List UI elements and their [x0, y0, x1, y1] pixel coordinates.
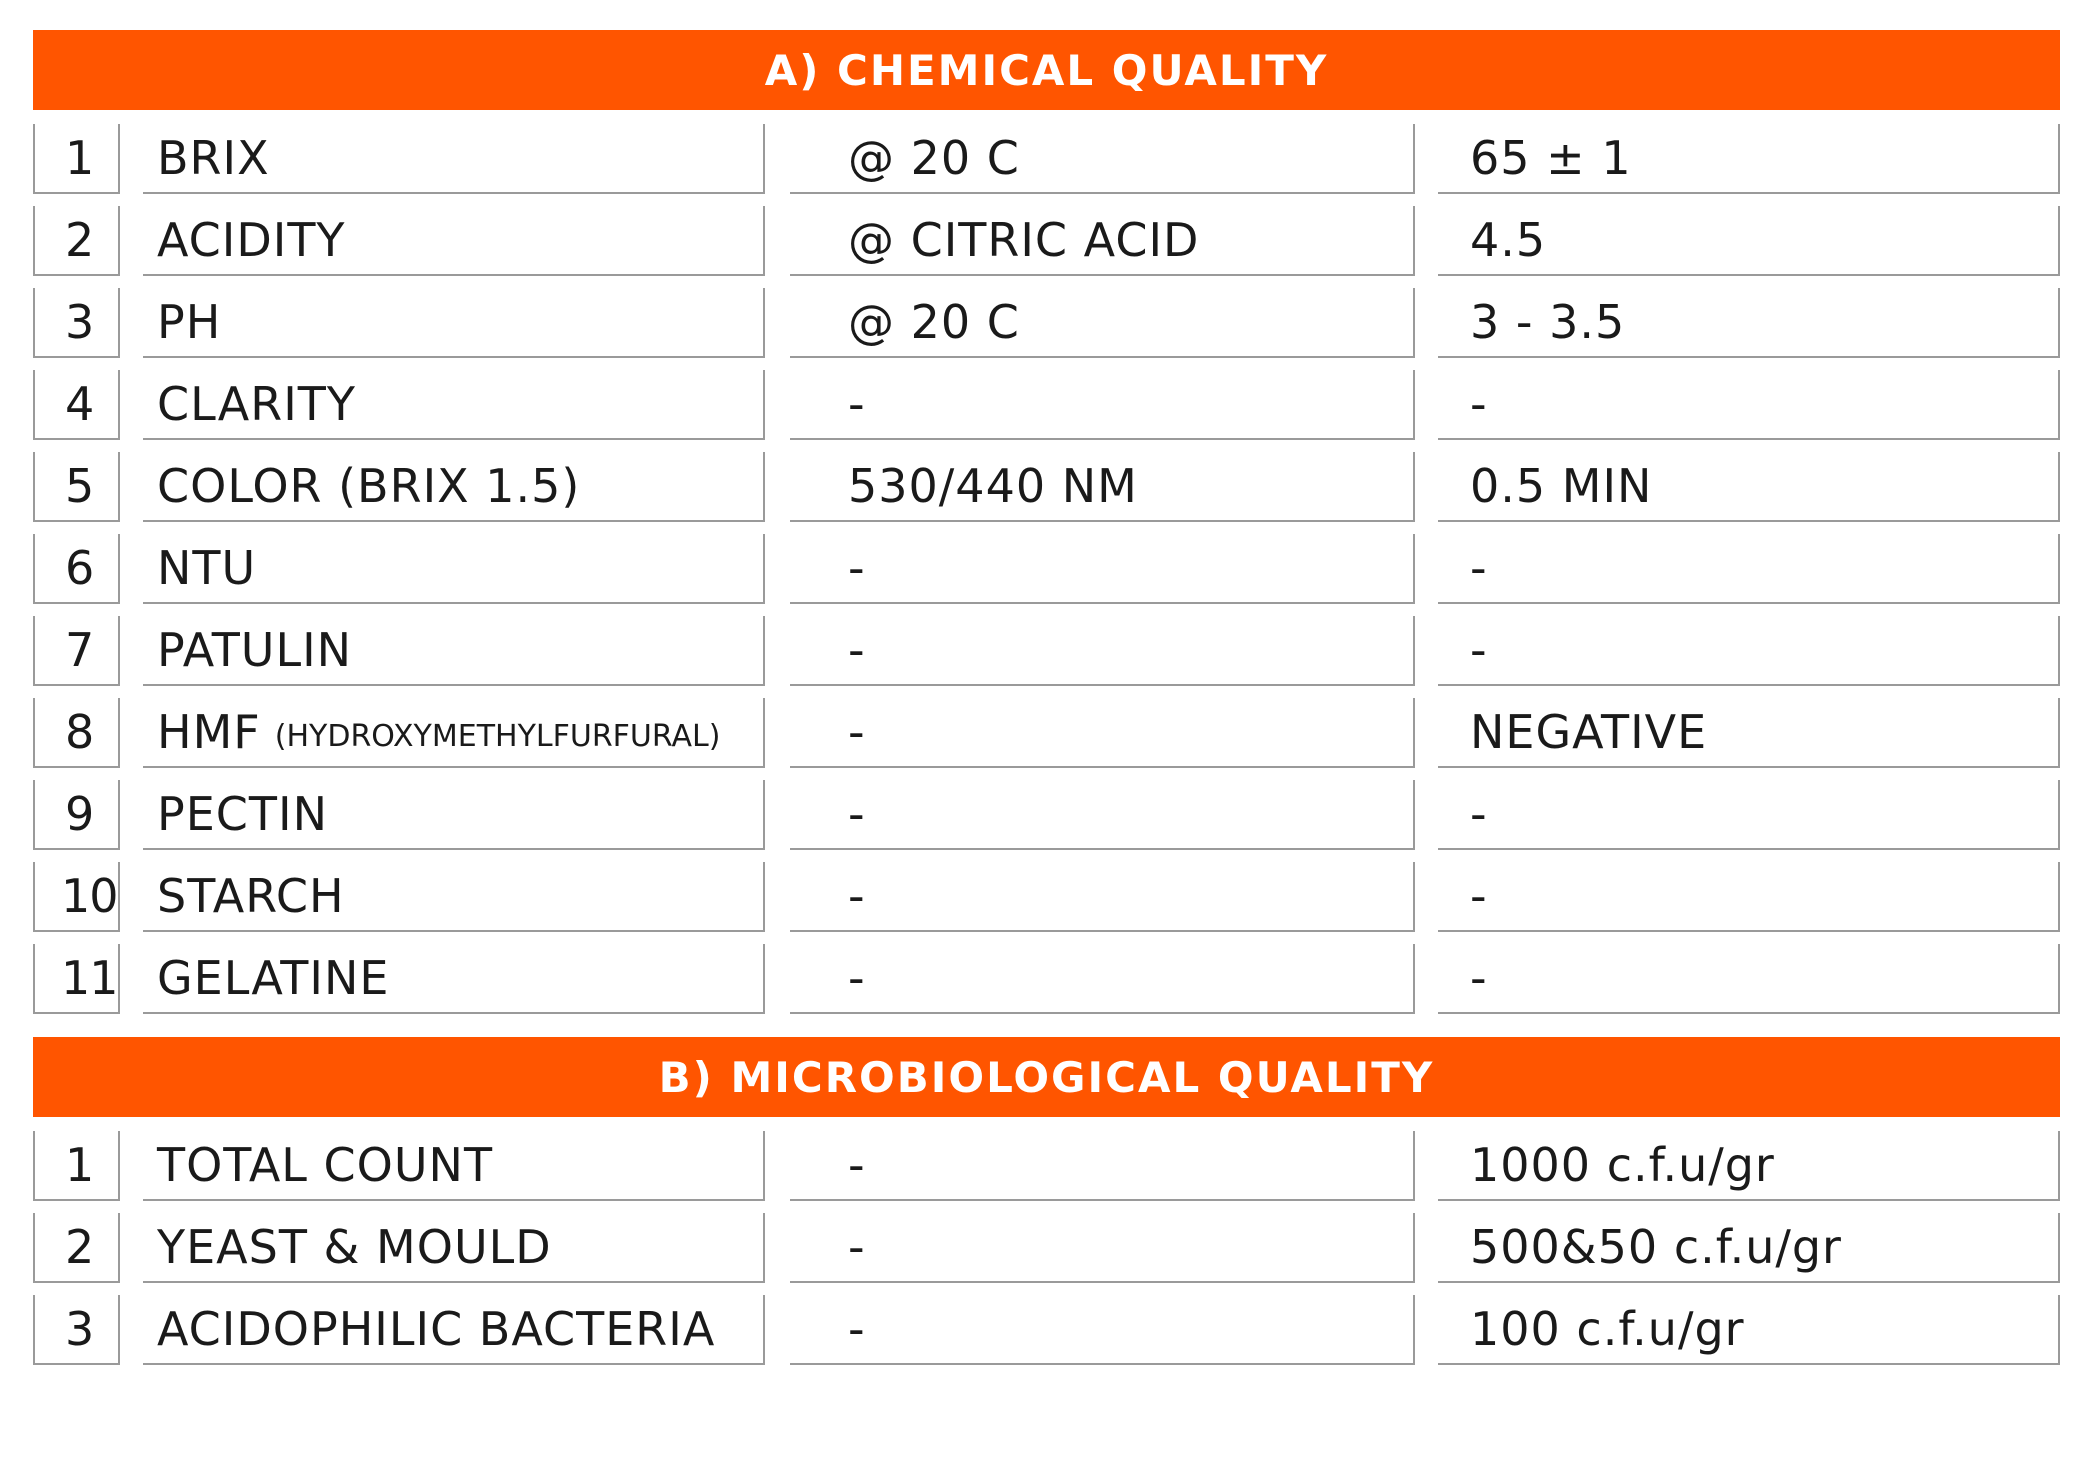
row-number: 9 — [33, 780, 120, 850]
parameter-cell — [143, 124, 765, 194]
parameter-name: ACIDOPHILIC BACTERIA — [157, 1302, 716, 1356]
parameter-cell — [143, 206, 765, 276]
table-row — [33, 1131, 2060, 1213]
table-row — [33, 206, 2060, 288]
row-number: 4 — [33, 370, 120, 440]
value-cell: - — [1438, 534, 2060, 604]
condition-cell: - — [790, 370, 1415, 440]
condition-cell: @ 20 C — [790, 288, 1415, 358]
parameter-cell — [143, 370, 765, 440]
chemical-quality-header: A) CHEMICAL QUALITY — [33, 30, 2060, 110]
table-row — [33, 288, 2060, 370]
table-row — [33, 944, 2060, 1026]
row-number: 3 — [33, 1295, 120, 1365]
value-cell: 3 - 3.5 — [1438, 288, 2060, 358]
row-number: 6 — [33, 534, 120, 604]
table-row — [33, 616, 2060, 698]
table-row — [33, 534, 2060, 616]
parameter-name: NTU — [157, 541, 257, 595]
row-number: 10 — [33, 862, 120, 932]
condition-cell: @ 20 C — [790, 124, 1415, 194]
parameter-name: STARCH — [157, 869, 345, 923]
parameter-cell — [143, 1213, 765, 1283]
parameter-name: PECTIN — [157, 787, 328, 841]
microbiological-quality-header: B) MICROBIOLOGICAL QUALITY — [33, 1037, 2060, 1117]
parameter-cell — [143, 698, 765, 768]
row-number: 7 — [33, 616, 120, 686]
row-number: 2 — [33, 1213, 120, 1283]
microbiological-quality-rows — [33, 1131, 2060, 1377]
condition-cell: - — [790, 698, 1415, 768]
table-row — [33, 1295, 2060, 1377]
table-row — [33, 1213, 2060, 1295]
parameter-name: GELATINE — [157, 951, 390, 1005]
parameter-name: PATULIN — [157, 623, 353, 677]
parameter-note: (HYDROXYMETHYLFURFURAL) — [274, 718, 721, 754]
parameter-cell — [143, 534, 765, 604]
value-cell: 4.5 — [1438, 206, 2060, 276]
value-cell: - — [1438, 616, 2060, 686]
parameter-cell — [143, 780, 765, 850]
parameter-name: TOTAL COUNT — [157, 1138, 494, 1192]
value-cell: 65 ± 1 — [1438, 124, 2060, 194]
condition-cell: - — [790, 862, 1415, 932]
condition-cell: - — [790, 1295, 1415, 1365]
value-cell: NEGATIVE — [1438, 698, 2060, 768]
value-cell: - — [1438, 780, 2060, 850]
table-row — [33, 452, 2060, 534]
table-row — [33, 780, 2060, 862]
parameter-cell — [143, 862, 765, 932]
table-row — [33, 370, 2060, 452]
condition-cell: - — [790, 1213, 1415, 1283]
parameter-cell — [143, 616, 765, 686]
condition-cell: - — [790, 780, 1415, 850]
value-cell: - — [1438, 862, 2060, 932]
condition-cell: - — [790, 1131, 1415, 1201]
row-number: 11 — [33, 944, 120, 1014]
row-number: 2 — [33, 206, 120, 276]
parameter-name: BRIX — [157, 131, 270, 185]
parameter-name: PH — [157, 295, 222, 349]
row-number: 1 — [33, 1131, 120, 1201]
parameter-cell — [143, 944, 765, 1014]
parameter-cell — [143, 288, 765, 358]
value-cell: - — [1438, 370, 2060, 440]
condition-cell: - — [790, 534, 1415, 604]
condition-cell: - — [790, 616, 1415, 686]
table-row — [33, 862, 2060, 944]
row-number: 3 — [33, 288, 120, 358]
row-number: 1 — [33, 124, 120, 194]
table-row — [33, 124, 2060, 206]
row-number: 5 — [33, 452, 120, 522]
parameter-name: HMF — [157, 705, 261, 759]
condition-cell: @ CITRIC ACID — [790, 206, 1415, 276]
chemical-quality-rows — [33, 124, 2060, 1026]
value-cell: 500&50 c.f.u/gr — [1438, 1213, 2060, 1283]
parameter-name: YEAST & MOULD — [157, 1220, 552, 1274]
condition-cell: - — [790, 944, 1415, 1014]
value-cell: 1000 c.f.u/gr — [1438, 1131, 2060, 1201]
parameter-cell — [143, 452, 765, 522]
microbiological-quality-section — [33, 1037, 2060, 1377]
condition-cell: 530/440 NM — [790, 452, 1415, 522]
parameter-name: ACIDITY — [157, 213, 346, 267]
parameter-name: COLOR (BRIX 1.5) — [157, 459, 581, 513]
value-cell: 0.5 MIN — [1438, 452, 2060, 522]
parameter-name: CLARITY — [157, 377, 356, 431]
value-cell: 100 c.f.u/gr — [1438, 1295, 2060, 1365]
parameter-cell — [143, 1295, 765, 1365]
chemical-quality-section — [33, 30, 2060, 1026]
parameter-cell — [143, 1131, 765, 1201]
row-number: 8 — [33, 698, 120, 768]
value-cell: - — [1438, 944, 2060, 1014]
table-row — [33, 698, 2060, 780]
